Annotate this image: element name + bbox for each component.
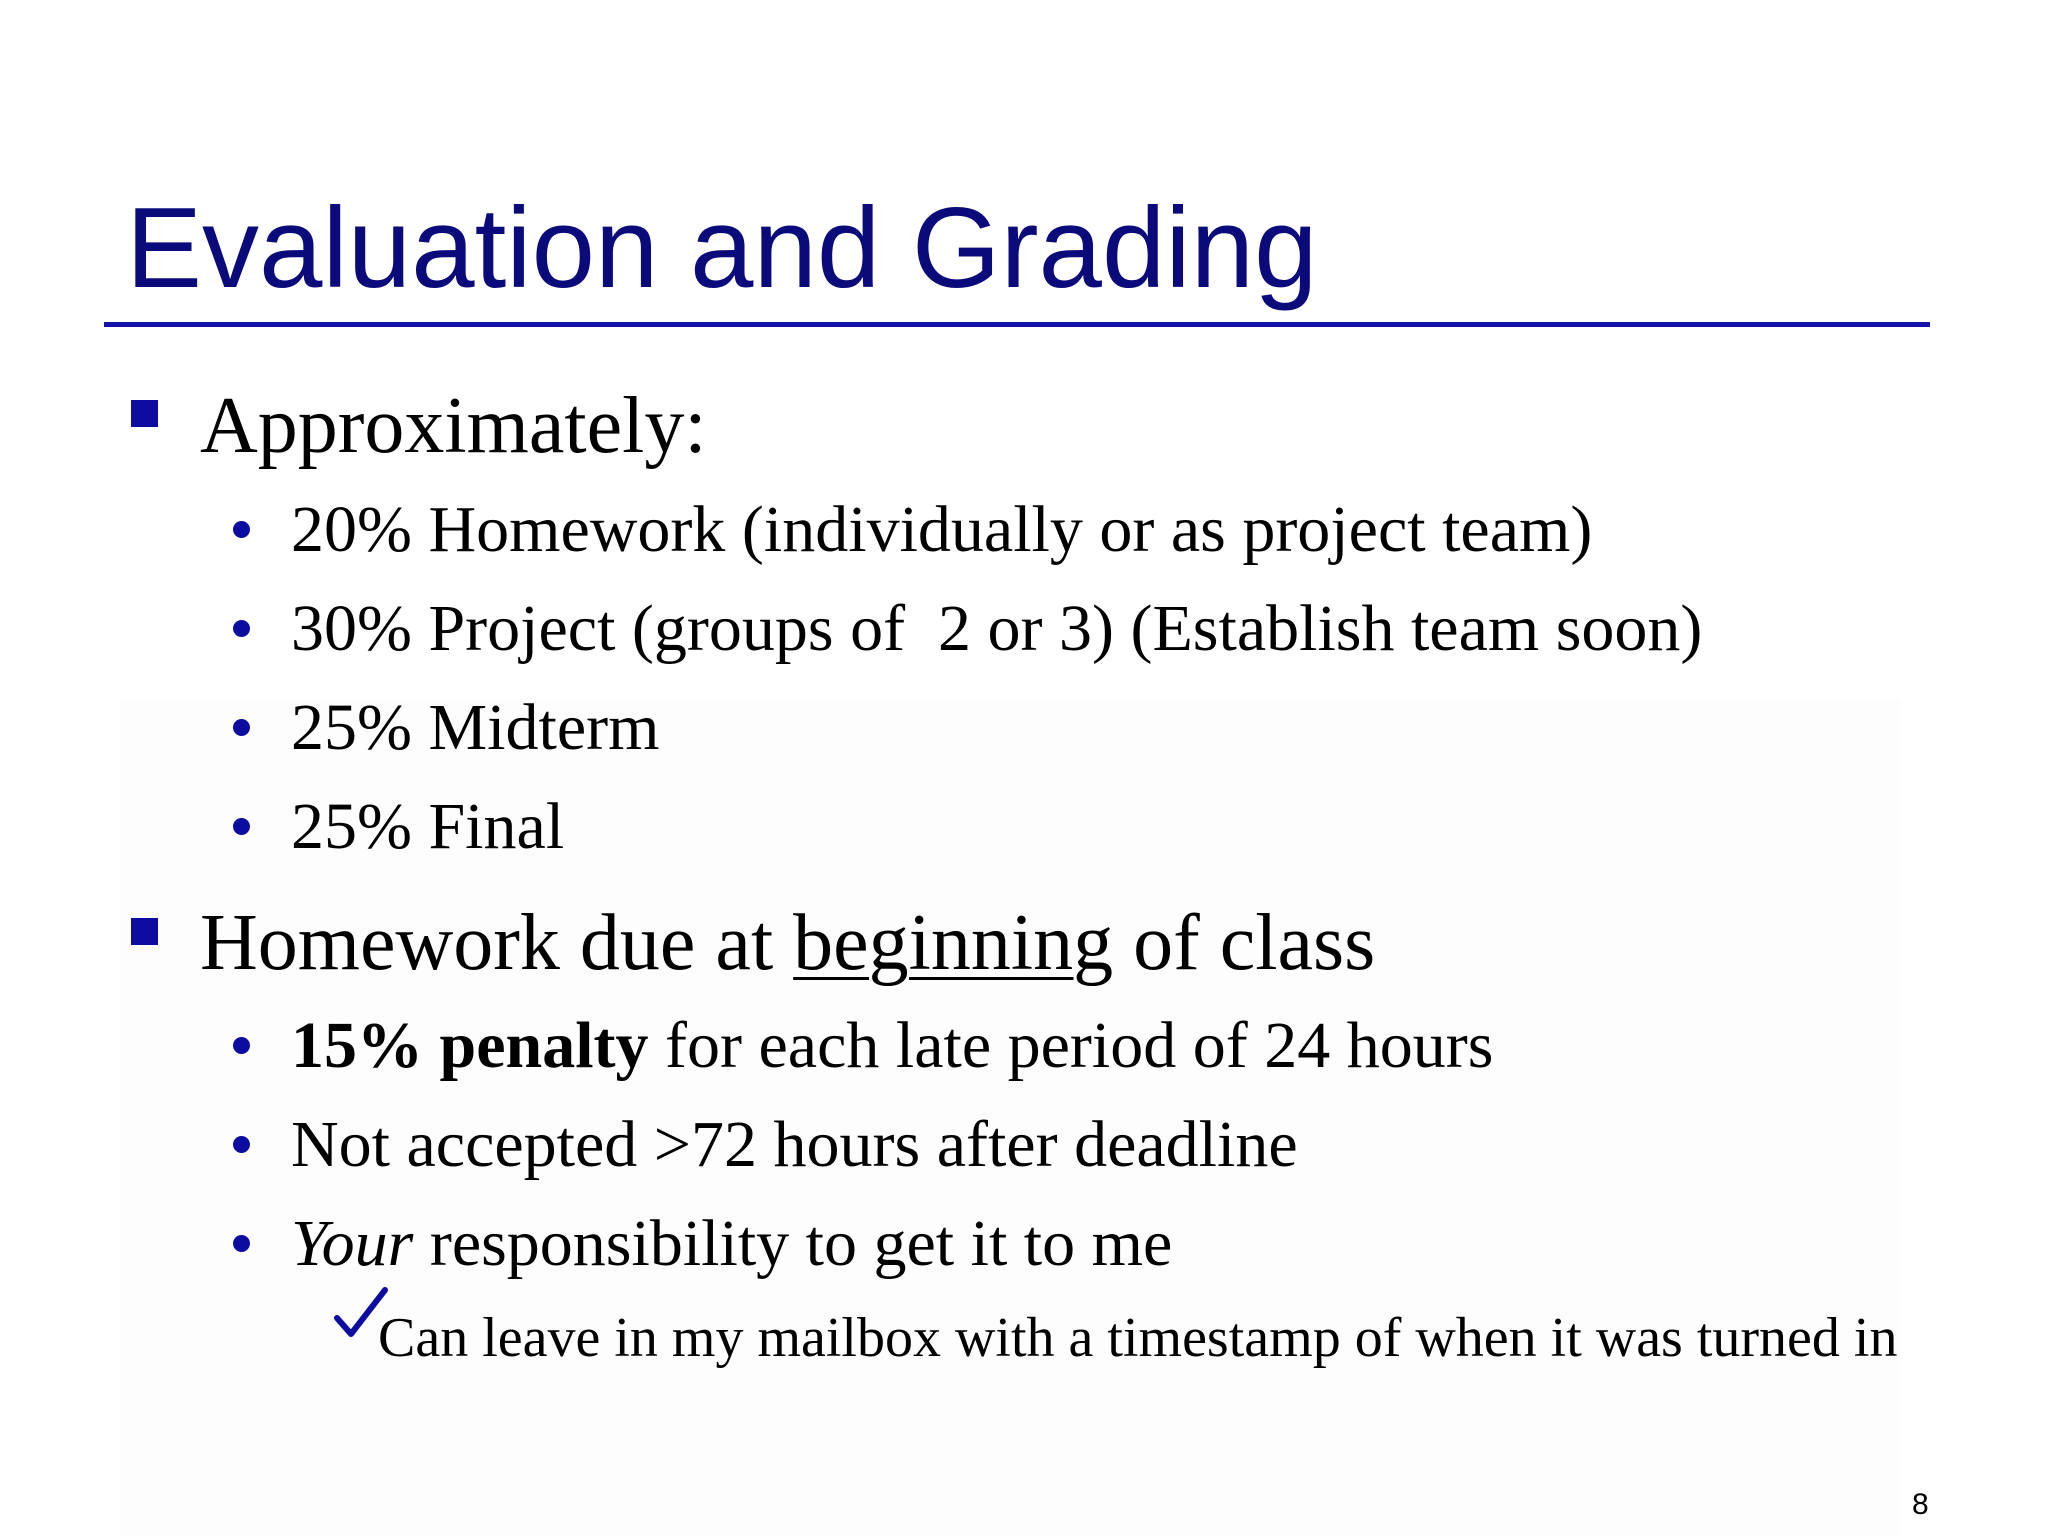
dot-bullet-icon	[233, 620, 250, 637]
dot-bullet-icon	[233, 521, 250, 538]
dot-bullet-icon	[233, 1037, 250, 1054]
bullet-approximately: Approximately:	[200, 382, 707, 470]
square-bullet-icon	[131, 400, 158, 427]
square-bullet-icon	[131, 918, 158, 945]
sub-bullet-project-weight: 30% Project (groups of 2 or 3) (Establish team soon)	[291, 592, 1703, 665]
dot-bullet-icon	[233, 1136, 250, 1153]
of-class-text: of class	[1113, 899, 1376, 987]
penalty-bold-text: 15% penalty	[291, 1009, 649, 1082]
bullet-homework-due	[200, 897, 1375, 989]
sub-bullet-final-weight: 25% Final	[291, 790, 565, 863]
dot-bullet-icon	[233, 719, 250, 736]
homework-due-text: Homework due at	[200, 899, 794, 987]
title-underline-rule	[104, 322, 1930, 327]
responsibility-rest-text: responsibility to get it to me	[413, 1207, 1173, 1280]
underlined-beginning: beginning	[793, 899, 1114, 987]
sub-bullet-homework-weight: 20% Homework (individually or as project team)	[291, 493, 1593, 566]
dot-bullet-icon	[233, 818, 250, 835]
sub-bullet-midterm-weight: 25% Midterm	[291, 691, 660, 764]
page-number: 8	[1912, 1488, 1929, 1521]
sub-bullet-late-penalty	[291, 1006, 1493, 1086]
penalty-rest-text: for each late period of 24 hours	[648, 1009, 1494, 1082]
sub-bullet-responsibility	[291, 1204, 1172, 1284]
sub-bullet-not-accepted: Not accepted >72 hours after deadline	[291, 1108, 1298, 1181]
dot-bullet-icon	[233, 1235, 250, 1252]
your-italic-text: Your	[291, 1207, 414, 1280]
sub-sub-bullet-mailbox: Can leave in my mailbox with a timestamp of when it was turned in	[378, 1307, 1898, 1369]
slide-title: Evaluation and Grading	[126, 185, 1318, 312]
